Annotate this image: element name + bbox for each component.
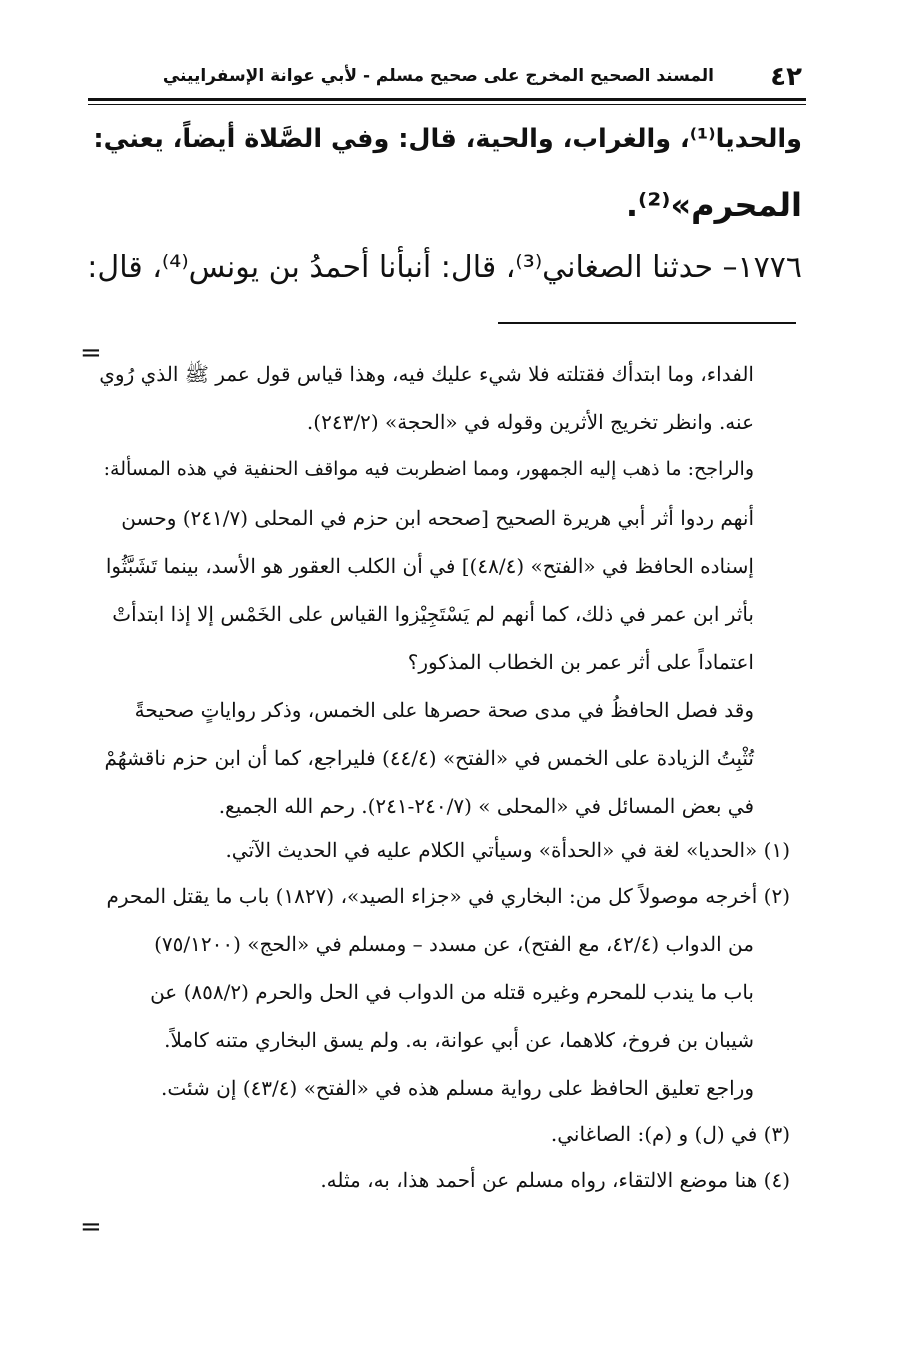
main-text-line: والحديا⁽¹⁾، والغراب، والحية، قال: وفي الصَّلاة أيضاً، يعني: xyxy=(93,124,802,154)
header-title: المسند الصحيح المخرج على صحيح مسلم - لأبي عوانة الإسفراييني xyxy=(162,66,714,86)
running-header xyxy=(92,58,802,94)
footnote-separator xyxy=(498,322,796,324)
footnote-line: الفداء، وما ابتدأك فقتلته فلا شيء عليك فيه، وهذا قياس قول عمر ﷺ الذي رُوي xyxy=(99,362,754,386)
footnote-1: (١) «الحديا» لغة في «الحدأة» وسيأتي الكلام عليه في الحديث الآتي. xyxy=(225,838,790,862)
footnote-line: تُثْبِتُ الزيادة على الخمس في «الفتح» (٤٤/٤) فليراجع، كما أن ابن حزم ناقشهُمْ xyxy=(104,746,754,770)
footnote-line: بأثر ابن عمر في ذلك، كما أنهم لم يَسْتَجِيْزوا القياس على الخَمْس إلا إذا ابتدأتْ xyxy=(112,602,754,626)
footnote-line: والراجح: ما ذهب إليه الجمهور، ومما اضطربت فيه مواقف الحنفية في هذه المسألة: xyxy=(103,458,754,480)
footnote-line: إسناده الحافظ في «الفتح» (٤٨/٤)] في أن الكلب العقور هو الأسد، بينما تَشَبَّثُوا xyxy=(105,554,754,578)
footnote-line: عنه. وانظر تخريج الأثرين وقوله في «الحجة» (٢٤٣/٢). xyxy=(306,410,754,434)
page-number: ٤٢ xyxy=(770,62,802,92)
footnote-line: اعتماداً على أثر عمر بن الخطاب المذكور؟ xyxy=(407,650,754,674)
footnote-line: شيبان بن فروخ، كلاهما، عن أبي عوانة، به. ولم يسق البخاري متنه كاملاً. xyxy=(164,1028,754,1052)
footnote-3: (٣) في (ل) و (م): الصاغاني. xyxy=(550,1122,790,1146)
footnote-line: وقد فصل الحافظُ في مدى صحة حصرها على الخمس، وذكر رواياتٍ صحيحةً xyxy=(134,698,754,722)
footnote-line: وراجع تعليق الحافظ على رواية مسلم هذه في «الفتح» (٤٣/٤) إن شئت. xyxy=(161,1076,754,1100)
header-rule-thin xyxy=(88,104,806,105)
header-rule xyxy=(88,98,806,101)
footnote-line: في بعض المسائل في «المحلى » (٢٤٠/٧-٢٤١). رحم الله الجميع. xyxy=(218,794,754,818)
footnote-line: من الدواب (٤٢/٤، مع الفتح)، عن مسدد – ومسلم في «الحج» (٧٥/١٢٠٠) xyxy=(154,932,754,956)
footnote-4: (٤) هنا موضع الالتقاء، رواه مسلم عن أحمد هذا، به، مثله. xyxy=(320,1168,790,1192)
footnote-line: أنهم ردوا أثر أبي هريرة الصحيح [صححه ابن حزم في المحلى (٢٤١/٧) وحسن xyxy=(121,506,754,530)
footnote-2: (٢) أخرجه موصولاً كل من: البخاري في «جزاء الصيد»، (١٨٢٧) باب ما يقتل المحرم xyxy=(106,884,790,908)
footnote-line: باب ما يندب للمحرم وغيره قتله من الدواب في الحل والحرم (٨٥٨/٢) عن xyxy=(150,980,754,1004)
hadith-1776-line: ١٧٧٦– حدثنا الصغاني⁽³⁾، قال: أنبأنا أحمدُ بن يونس⁽⁴⁾، قال: xyxy=(87,250,802,285)
main-text-line: المحرم»⁽²⁾. xyxy=(625,186,802,224)
continuation-mark: = xyxy=(80,338,102,368)
continuation-mark: = xyxy=(80,1212,102,1242)
